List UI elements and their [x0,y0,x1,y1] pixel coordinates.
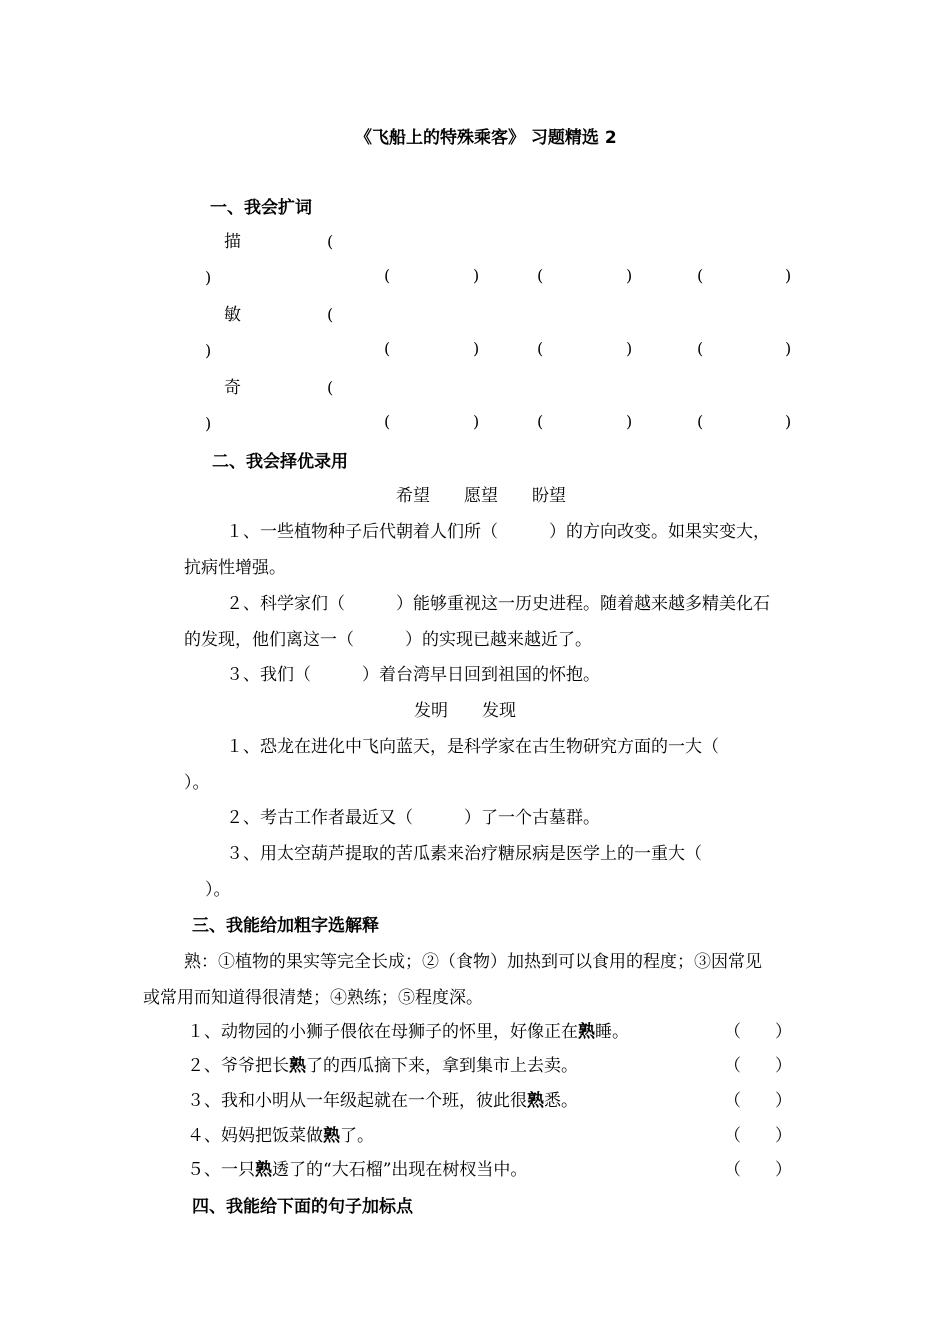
paren-close: ) [785,339,792,358]
bold-char: 熟 [527,1091,544,1111]
question-2-1-line2: 抗病性增强。 [184,558,286,578]
paren-close: ) [785,412,792,431]
paren-open: ( [537,412,544,431]
paren-close: ) [473,412,480,431]
paren-close: ) [205,341,212,360]
paren-open: ( [697,412,704,431]
question-2-3: ３、我们（ ）着台湾早日回到祖国的怀抱。 [226,665,600,685]
bold-char: 熟 [323,1126,340,1146]
section-3-heading: 三、我能给加粗字选解释 [192,916,379,936]
paren-open: ( [327,232,334,251]
answer-paren: （ ） [724,1160,792,1180]
paren-close: ) [785,266,792,285]
paren-close: ) [626,266,633,285]
list-item: ４、妈妈把饭菜做熟了。 [187,1126,374,1146]
paren-open: ( [697,266,704,285]
word-choices-2: 发明 发现 [414,701,516,721]
question-2-5: ２、考古工作者最近又（ ）了一个古墓群。 [226,808,600,828]
paren-close: ) [473,339,480,358]
list-item: ５、一只熟透了的“大石榴”出现在树杈当中。 [187,1160,528,1180]
paren-close: ) [473,266,480,285]
paren-open: ( [327,305,334,324]
list-item: ３、我和小明从一年级起就在一个班，彼此很熟悉。 [187,1091,578,1111]
definition-line1: 熟：①植物的果实等完全长成；②（食物）加热到可以食用的程度；③因常见 [184,952,762,972]
bold-char: 熟 [578,1022,595,1042]
paren-open: ( [384,339,391,358]
page-title: 《飞船上的特殊乘客》 习题精选 2 [355,128,617,148]
paren-open: ( [384,266,391,285]
answer-paren: （ ） [724,1056,792,1076]
paren-open: ( [537,266,544,285]
paren-close: ) [626,412,633,431]
bold-char: 熟 [255,1160,272,1180]
paren-open: ( [384,412,391,431]
list-item: ２、爷爷把长熟了的西瓜摘下来，拿到集市上去卖。 [187,1056,578,1076]
paren-open: ( [697,339,704,358]
char-min: 敏 [224,305,241,325]
char-miao: 描 [224,232,241,252]
paren-open: ( [327,378,334,397]
paren-close: ) [626,339,633,358]
question-2-2-line2: 的发现，他们离这一（ ）的实现已越来越近了。 [184,630,592,650]
word-choices-1: 希望 愿望 盼望 [396,486,566,506]
answer-paren: （ ） [724,1091,792,1111]
answer-paren: （ ） [724,1022,792,1042]
bold-char: 熟 [289,1056,306,1076]
question-2-6-line2: ）。 [205,880,231,900]
question-2-4-line2: ）。 [184,773,210,793]
paren-open: ( [537,339,544,358]
char-qi: 奇 [224,378,241,398]
definition-line2: 或常用而知道得很清楚；④熟练；⑤程度深。 [143,988,483,1008]
section-4-heading: 四、我能给下面的句子加标点 [192,1197,413,1217]
paren-close: ) [205,414,212,433]
question-2-2-line1: ２、科学家们（ ）能够重视这一历史进程。随着越来越多精美化石 [226,594,770,614]
question-2-4-line1: １、恐龙在进化中飞向蓝天，是科学家在古生物研究方面的一大（ [226,737,719,757]
question-2-6-line1: ３、用太空葫芦提取的苦瓜素来治疗糖尿病是医学上的一重大（ [226,844,702,864]
paren-close: ) [205,268,212,287]
answer-paren: （ ） [724,1126,792,1146]
list-item: １、动物园的小狮子偎依在母狮子的怀里，好像正在熟睡。 [187,1022,629,1042]
question-2-1-line1: １、一些植物种子后代朝着人们所（ ）的方向改变。如果实变大， [226,522,770,542]
section-1-heading: 一、我会扩词 [210,198,312,218]
section-2-heading: 二、我会择优录用 [212,452,348,472]
